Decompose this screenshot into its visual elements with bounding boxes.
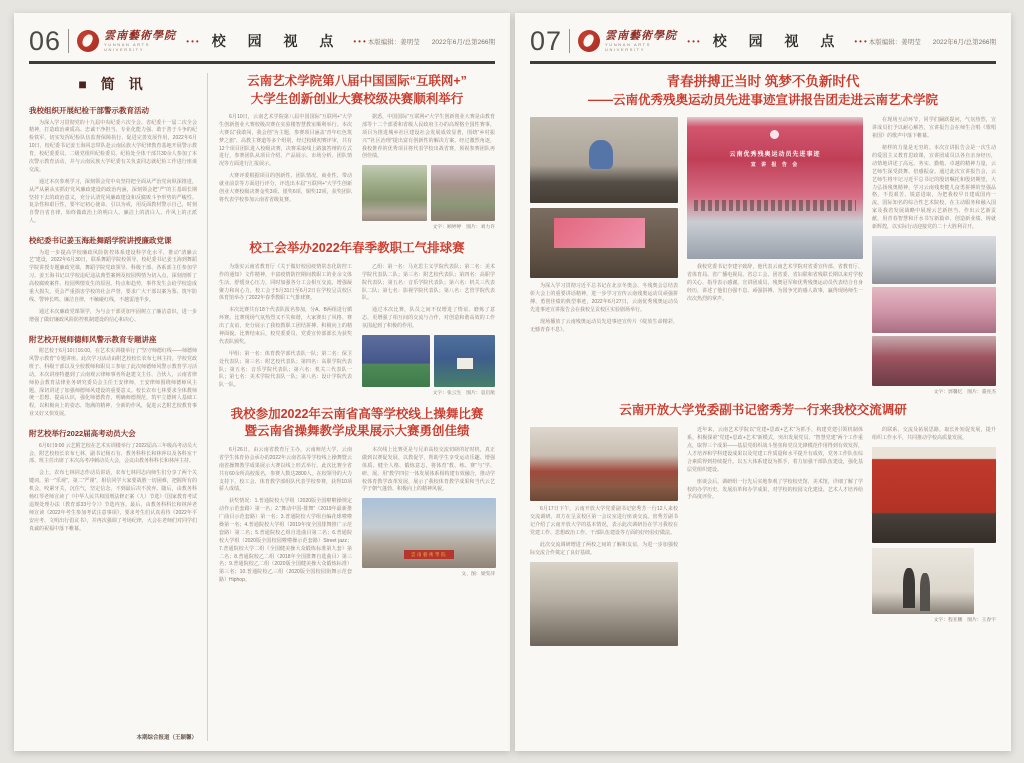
paragraph: 我校党委书记李建宇致辞，他代表云南艺术学院对省委宣传部、省教育厅、省体育局、省广播电视局、省总工会、团省委、省妇联和省残联长期以来对学校的关心、指导表示感谢。宣讲团成员、残奥冠军和优秀残奥运动员代表结合自身经历，讲述了他们自强不息、顽强拼搏、为国争光的感人故事，赢得现场师生一次次热烈的掌声。 xyxy=(687,264,863,302)
brief-title: 我校组织开展纪检干部警示教育活动 xyxy=(29,106,149,115)
photo-caption: 文、图：梁雯萍 xyxy=(461,572,495,578)
masthead-title: 校 园 视 点 xyxy=(211,33,343,49)
article-col-right xyxy=(362,264,495,399)
photo-row xyxy=(362,335,495,387)
article-open-university-visit xyxy=(530,402,996,646)
paragraph: 据悉，中国国际“互联网+”大学生创新创业大赛是由教育部等十二个部委和省级人民政府主办的高规格全国性赛事，项目为推进城乡社区建设社会发展成效显著，围绕“乡村振兴”“社区治理”提出富有创新性的解决方案。经过激烈角逐，我校推荐的优秀项目将代表学校出战省赛，预祝参赛团队再创佳绩。 xyxy=(362,114,495,160)
photo-caption: 文字：顾婷婷 图片：刘力许 xyxy=(432,225,495,231)
paragraph: 为落实云南省教育厅《关于做好校园疫情常态化防控工作的通知》文件精神，丰富疫情防控期间教职工的业余文体生活，舒缓身心压力，同时加强各分工会相互交流，增强凝聚力和向心力，校工会于5月31日至6月2日在学校呈贡校区体育馆举办了2022年春季教职工气排球赛。 xyxy=(219,263,352,302)
masthead xyxy=(687,31,868,51)
article-col-right xyxy=(872,427,996,645)
report-meeting-stage-photo xyxy=(687,117,863,259)
paragraph: 本次线上比赛更是与兄弟高校交流切磋的好时机，真正做到以赛促发展、以教促学，帮助学生享受运动乐趣、增强体质、健全人格、锻炼意志，将体育“教、练、赛”与“学、研、展、用”教学四位一体发展体系相构建有效融合，推动学校体育教学改革发展，展示了我校体育教学成果和当代云艺学子朝气蓬勃、积极向上的精神风貌。 xyxy=(362,446,495,493)
red-wall-gallery-photo xyxy=(872,447,996,543)
issue-date: 2022年6月/总第266期 xyxy=(932,38,996,46)
paragraph: 为深入学习贯彻习近平总书记在北京冬奥会、冬残奥会总结表彰大会上的重要讲话精神，进一步学习宣传云南残奥运动员顽强拼搏、勇创佳绩的典型事迹，2022年6月27日，云南优秀残奥运动员先进事迹宣讲报告会在我校呈贡校区实验剧场举行。 xyxy=(530,283,678,314)
paragraph: 乙组：第一名：马克思主义学院代表队；第二名：美术学院代表队二队；第三名：附艺校代表队；第四名：高职学院代表队；第五名：音乐学院代表队；第六名：机关三代表队二队；第七名：影视学院代表队；第八名：艺管学院代表队。 xyxy=(362,263,495,302)
paragraph: 近年来，云南艺术学院以“党建+思政+艺术”为抓手，构建党建引领机制体系，积极探索“党建+思政+艺术”新模式，突出发展党员、“智慧党建”两个工作重点，取得三个成果——基层党组织战斗堡垒和党员先锋模范作用得到有效发挥，人才培养和学科建设成果以及党建工作质量和水平提升有成效，党务工作队伍综合素质得到持续提升。以五大体系建设为抓手，着力加强干部队伍建设，强化基层党组织建设。 xyxy=(687,427,863,473)
university-seal-icon xyxy=(77,30,99,52)
group-photo-outdoor xyxy=(431,165,496,221)
header-divider xyxy=(68,29,69,53)
masthead-dots-right: ••• xyxy=(353,36,368,46)
logo-text xyxy=(605,30,687,52)
article-dance-competition xyxy=(219,406,495,589)
paragraph: 现场播放了云南残奥运动员先进事迹宣传片《绽放生命精彩，无憾青春不息》。 xyxy=(530,318,678,333)
brief-paragraph: 附艺校于6月10日16:00，在艺术实训楼举行了“坚守师德红线——师德师风警示教育”专题讲座。此次学习活动由附艺校校长农布七林主持，学校党政班子、科级干部以及全校教师和职员工参加了此次师德师风警示教育学习活动。本次讲座特邀到了云南观云律师事务所赵建文主任、合伙人，云南省律师协会教育法律业务研究委员会主任王安律师，王安律师围绕师德师风主题，深切讲述了加强师德师风建设的重要意义。校长农布七林要求全体教师统一思想、提高认识，强化师德教育，明确师德规范，筑牢立德树人基础工程，以积极向上的姿态、饱满的精神、全新的作风，促进云艺附艺校教育事业又好又快发展。 xyxy=(29,348,197,418)
auditorium-photo xyxy=(530,208,678,278)
article-headline: 云南开放大学党委副书记密秀芳一行来我校交流调研 xyxy=(619,402,907,417)
pink-stage-group-photo xyxy=(872,287,996,333)
page6-body xyxy=(29,73,495,741)
paragraph: 大赛评委根据项目的创新性、团队情况、商业性、带动就业前景等方面进行评分，评选出本届“互联网+”大学生创新创业大赛校级决赛金奖3项、银奖6项、铜奖12项，获奖团队将代表学校参加云南省省级复赛。 xyxy=(219,173,352,203)
header-divider xyxy=(569,29,570,53)
discussion-photo xyxy=(530,562,678,646)
brief-paragraph: 通过本次廉政党课领学，为与会干部更加牢固树立了廉洁意识，进一步增强了做好廉政风险防控机制建设的信心和决心。 xyxy=(29,308,197,323)
article-paralympic xyxy=(530,73,996,398)
article-col-left xyxy=(219,264,352,399)
brief-paragraph: 通过本次参观学习，深刻领会党中央坚持把全面从严治党向纵深推进，从严从紧从实抓好党风廉政建设的政治内涵，深刻领会把“严”的主基调长期坚持下去的政治意义，充分认清党风廉政建设和反腐败斗争形势的严峻性、复杂性和艰巨性，要牢记初心使命、引以为戒，用反面教材警示自己，时刻自警自省自律，始终做政治上的明白人、廉洁上的清白人、作风上的正派人。 xyxy=(29,178,197,225)
brief-title: 附艺校开展师德师风警示教育专题讲座 xyxy=(29,334,157,344)
photo-caption: 文字：程亚鹏 图片：王春宇 xyxy=(933,618,996,624)
newspaper-page-06 xyxy=(14,13,510,751)
article-columns xyxy=(219,264,495,399)
logo-chinese-name: 雲南藝術學院 xyxy=(103,28,176,42)
paragraph: 的联系、交流及拓展思路，取长补短促发展，提升组织工作水平，共同推动学校高质量发展。 xyxy=(872,427,996,442)
campus-visit-photo xyxy=(872,548,974,614)
article-col-left xyxy=(219,447,352,589)
article-headline-line2: 暨云南省操舞教学成果展示大赛勇创佳绩 xyxy=(244,424,470,439)
page-number: 07 xyxy=(530,25,563,56)
paragraph: 通过本次比赛，队员之间不仅增进了情谊、磨炼了意志，更增强了相互间的交流与合作，对创造和谐高效的工作氛围起到了积极的作用。 xyxy=(362,307,495,330)
screen-seal-icon xyxy=(770,130,779,139)
article-col-middle xyxy=(687,427,863,645)
university-logo xyxy=(77,30,186,52)
masthead xyxy=(186,31,367,51)
article-internet-plus xyxy=(219,73,495,233)
logo-english-name: YUNNAN ARTS UNIVERSITY xyxy=(103,42,150,53)
brief-paragraph: 6月6日9:00 云艺附艺校在艺术实训楼举行了2022届高三年级高考动员大会，附艺校校长农布七林、副书记杨石有、教务科科长和林萍以及各科室干部、班主任出席了本次高考冲刺动员大会，会议由教务科科长和林萍主持。 xyxy=(29,442,197,465)
brief-title: 附艺校举行2022届高考动员大会 xyxy=(29,429,136,439)
article-col-right xyxy=(362,447,495,589)
header-rule xyxy=(530,61,996,64)
page-header xyxy=(530,25,996,57)
paragraph: 座谈会后，调研组一行先后实地参观了学校校史馆、美术馆，详细了解了学校的办学历史、发展沿革和办学成果，对学校的校园文化建设、艺术人才培养给予高度评价。 xyxy=(687,478,863,501)
volleyball-match-photo xyxy=(362,335,430,387)
stage-banner-photo xyxy=(872,336,996,386)
university-logo xyxy=(578,30,687,52)
article-headline: 校工会举办2022年春季教职工气排球赛 xyxy=(249,241,465,256)
speaker-podium-photo xyxy=(530,117,678,203)
header-rule xyxy=(29,61,495,64)
brief-title: 校纪委书记姜玉海赴舞蹈学院讲授廉政党课 xyxy=(29,236,172,246)
article-columns xyxy=(219,114,495,233)
header-info xyxy=(368,37,495,46)
photo-row xyxy=(362,165,495,221)
red-banner-text: 雲南藝術學院 xyxy=(404,550,454,559)
logo-chinese-name: 雲南藝術學院 xyxy=(604,28,677,42)
article-headline-line2: ——云南优秀残奥运动员先进事迹宣讲报告团走进云南艺术学院 xyxy=(587,92,938,107)
paragraph: 在现场互动环节，同学们踊跃提问，气氛热烈，宣讲成员们予以耐心解答，宣讲报告会在师生合唱《歌唱祖国》的歌声中落下帷幕。 xyxy=(872,117,996,140)
article-col-right xyxy=(872,117,996,397)
article-col-left xyxy=(530,427,678,645)
award-ceremony-photo xyxy=(434,335,495,387)
paragraph: 6月17日下午，云南开放大学党委副书记密秀芳一行12人来校交流调研，双方在呈贡校区第一会议室进行座谈交流。密秀芳副书记介绍了云南开放大学的基本情况，表示此次调研旨在学习我校在党建工作、思想政治工作、干部队伍建设等方面的好经验好做法。 xyxy=(530,506,678,537)
header-info xyxy=(869,37,996,46)
brief-paragraph: 会上，农布七林同志作动员讲话，农布七林同志向师生们分享了两个关键词，第一“乐观”，第二“严谨”，相信同学大家要战胜一切困难，把握所有的机会，咬紧牙关，沉住气，坚定信念，不到最后决不放弃。随后，由教务科杨红琴老师宣读了《中华人民共和国刑法修正案（九）节选》《国家教育考试违规处理办法（教育部33号令）》节选内容。最后，由教务科科长和林萍老师宣读《2022年考生参加考试注意事项》，要求考生们认真看待《2022年平安应考、文明出行倡议书》，并再次强调了考场纪律，大会在老师们对同学们真诚的祝福中落下帷幕。 xyxy=(29,470,197,532)
article-col-middle xyxy=(687,117,863,397)
masthead-dots-left: ••• xyxy=(186,36,201,46)
stage-screen xyxy=(554,218,646,247)
brief-paragraph: 为进一步提高学校廉政风险防控体系建设科学化水平，推动“清廉云艺”建设，2022年6月30日，联系舞蹈学院校领导、校纪委书记姜玉海到舞蹈学院讲授专题廉政党课，舞蹈学院党政领导、科级干部、各系部主任参加学习。姜玉海书记以学校违纪违法典型案例及校园舆情为切入点，深刻剖析了高校腐败案件、校园舆情发生的原因、特点和趋势，事件发生会给学校造成重大损失，更会严重损害学校的社会声誉，要求广大干部以案为鉴、筑牢防线、警钟长鸣、廉洁自律，不触碰红线，不越雷池半步。 xyxy=(29,249,197,303)
article-col-left xyxy=(219,114,352,233)
article-headline-line2: 大学生创新创业大赛校级决赛顺利举行 xyxy=(250,91,464,106)
briefs-column xyxy=(29,73,208,741)
briefs-section-title: ■ 简 讯 xyxy=(78,76,148,92)
brief-paragraph: 为深入学习贯彻党的十九届中央纪委六次全会、省纪委十一届二次全会精神，打造政治素质高、忠诚干净担当、专业化能力强、敢于善于斗争的纪检铁军，切实发挥纪检队伍监督保障执行、促进完善发展作用，2022年6月10日，校纪委书记姜玉海同志带队赴云南民族大学纪律教育基地开展警示教育，校纪委委员、二级党组织纪检委员、纪检处全体干部共30余人参加了本次警示教育活动，并与云南民族大学纪委有关负责同志就纪检工作进行座谈交流。 xyxy=(29,119,197,173)
article-headline-line1: 我校参加2022年云南省高等学校线上操舞比赛 xyxy=(230,406,484,421)
paragraph: 6月10日，云南艺术学院第八届中国国际“互联网+”大学生创新创业大赛校级决赛在实验楼智慧教室顺利举行。本次大赛以“我敢闯，我会创”为主题，参赛项目涵盖“青年红色筑梦之旅”、高教主赛道等多个组别，经过校级初赛评审，共有12个项目团队进入校级决赛，决赛采取线上路演答辩的方式进行，参赛团队从项目介绍、产品展示、市场分析、团队情况等方面进行汇报展示。 xyxy=(219,114,352,168)
article-col-right xyxy=(362,114,495,233)
paragraph: 6月26日，由云南省教育厅主办，云南师范大学、云南省学生体育协会承办的2022年云南省高等学校线上操舞暨云南省操舞教学成果展示大赛以线上形式举行。此次比赛全省共有60余所高校报名，参赛人数达2800人。在校领导的大力支持下，校工会、体育教学部组队代表学校参赛，获得10项骄人成绩。 xyxy=(219,446,352,493)
editor-credit: 本版编辑：姜明莹 xyxy=(868,38,921,46)
issue-date: 2022年6月/总第266期 xyxy=(431,38,495,46)
paragraph: 获奖情况：1.普通院校大学组（2020版全国啦啦操规定动作示范套路）第一名；2.“舞动中国-排舞”（2019年最新推广曲目示范套路）第一名；3.普通院校大学组自编花球啦啦操第一名；4.普通院校大学组（2019年度全国排舞推广示范套路）第二名；5.普通院校乙组自选曲目第二名；6.普通院校大学组（2020版全国校园啦啦操示范套路）Street jazz；7.普通院校大学二组《全国健美操大众锻炼标准第九套》第二名；8.普通院校乙二组（2018年全国排舞自选曲目）第三名；9.普通院校乙二组（2020版全国健美操大众锻炼标准）第三名；10.普通院校乙三组（2020版全国校园街舞示范套路）Hiphop。 xyxy=(219,498,352,584)
photo-caption: 文字：张云生 图片：袁启航 xyxy=(432,390,495,396)
screen-title-line2: 宣 讲 报 告 会 xyxy=(750,161,800,168)
athletes-group-photo xyxy=(872,236,996,284)
page-header xyxy=(29,25,495,57)
page-number: 06 xyxy=(29,25,62,56)
logo-english-name: YUNNAN ARTS UNIVERSITY xyxy=(604,42,651,53)
article-col-left xyxy=(530,117,678,397)
article-headline-line1: 青春拼搏正当时 筑梦不负新时代 xyxy=(666,74,860,89)
paragraph: 此次交流调研增进了两校之间的了解和友谊，为进一步加强校际交流合作奠定了良好基础。 xyxy=(530,541,678,556)
masthead-dots-left: ••• xyxy=(687,36,702,46)
paragraph: 本次比赛共有18个代表队报名参加，分A、B两组进行循环赛。比赛现场气氛热烈又不失和谐，大家赛出了风格、赛出了友谊，充分展示了我校教职工团结拼搏、积极向上的精神面貌。比赛结束后，校党委委员、党委宣传部部长为获奖代表队颁奖。 xyxy=(219,307,352,345)
masthead-dots-right: ••• xyxy=(854,36,869,46)
page6-main-column xyxy=(208,73,495,741)
logo-text xyxy=(104,30,186,52)
paragraph: 甲组：第一名：体育教学部代表队一队；第二名：保卫处代表队；第三名：附艺校代表队；第四名：高职学院代表队；第五名：音乐学院代表队；第六名：机关三代表队一队；第七名：美术学院代表队一队；第八名：设计学院代表队一队。 xyxy=(219,350,352,389)
article-columns xyxy=(530,117,996,397)
briefs-footer-credit: 本期综合报道（王颖馨） xyxy=(136,735,197,741)
meeting-room-photo xyxy=(530,427,678,501)
team-banner-photo xyxy=(362,498,496,568)
masthead-title: 校 园 视 点 xyxy=(712,33,844,49)
screen-title xyxy=(687,149,863,168)
paragraph: 榜样的力量是无穷的。本次宣讲报告会是一次生动的爱国主义教育思政课，宣讲团成员以各自亲身经历，动情地讲述了高远、务实、勤勉、卓越的精神力量，云艺师生深受鼓舞、倍感振奋。通过此次宣讲报告会，云艺师生将牢记习近平总书记的殷切嘱托和殷切期望，大力弘扬残奥精神，学习云南残奥健儿奋勇拼搏的坚强品格，不畏艰苦、锐意进取，为把我校早日建成国内一流、国际知名的综合性艺术院校，在主动服务和融入国家及我省发展战略中展现云艺新担当、作出云艺新贡献，用青春智慧和汗水书写新篇章、创造新业绩、铸就新辉煌，以实际行动迎接党的二十大胜利召开。 xyxy=(872,145,996,230)
screen-title-line1: 云南优秀残奥运动员先进事迹 xyxy=(729,151,821,158)
audience-silhouettes xyxy=(694,200,856,211)
group-photo-outdoor xyxy=(362,165,427,221)
university-seal-icon xyxy=(578,30,600,52)
article-volleyball xyxy=(219,240,495,399)
photo-caption: 文字：郭馨忆 图片：董亮杰 xyxy=(933,389,996,395)
article-columns xyxy=(530,427,996,645)
article-columns xyxy=(219,447,495,589)
article-headline-line1: 云南艺术学院第八届中国国际“互联网+” xyxy=(247,74,467,88)
editor-credit: 本版编辑：姜明莹 xyxy=(367,38,420,46)
newspaper-page-07 xyxy=(515,13,1011,751)
